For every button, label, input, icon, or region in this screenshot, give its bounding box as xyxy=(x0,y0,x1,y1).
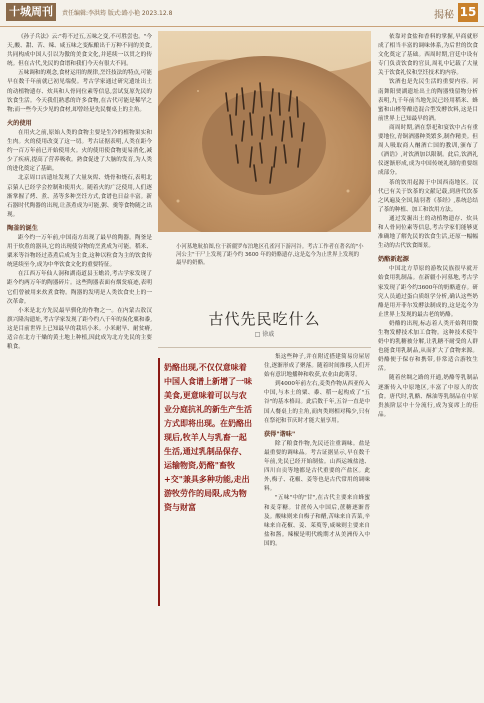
section-heading: 奶酪新起源 xyxy=(378,256,409,264)
photo-caption: 小河墓地航拍图,位于新疆罗布泊地区孔雀河下游河谷。考古工作者在著名的"小河公主"干尸上发现了距今约 3600 年的奶酪遗存,这是迄今为止世界上发现的最早的奶酪。 xyxy=(176,244,364,266)
article-author: □ 徐戚 xyxy=(254,331,275,338)
body-paragraph: 小米是北方先民最早驯化的作物之一。在内蒙古敖汉旗兴隆沟遗址,考古学家发现了距今约八千年的炭化粟和黍,这是目前世界上已知最早的栽培小米。小米耐旱、耐贫瘠,适合在北方干燥的黄土地上种植,因此成为北方先民的主要粮食。 xyxy=(7,307,152,351)
section-heading: 火的使用 xyxy=(7,119,32,127)
body-paragraph: 距今约一万年前,中国南方出现了最早的陶器。陶釜是用于炊煮的器具,它的出现使谷物的烹煮成为可能。稻米、粟米等谷物经过蒸煮后成为主食,这种以粒食为主的饮食传统延续至今,成为中华饮食文化的重要特征。 xyxy=(7,234,152,269)
page-number: 15 xyxy=(458,3,478,22)
body-paragraph: 饮酒也是先民生活的重要内容。河南舞阳贾湖遗址出土的陶器残留物分析表明,九千年前当地先民已经用稻米、蜂蜜和山楂等酿造混合型发酵饮料,这是目前世界上已知最早的酒。 xyxy=(378,79,478,122)
article-column-middle xyxy=(264,353,370,697)
masthead: 十城周刊 xyxy=(6,3,56,21)
article-title: 古代先民吃什么 xyxy=(208,310,321,328)
desert-cemetery-illustration xyxy=(158,31,371,232)
body-paragraph: 五味调和的观念,食材运用的规律,烹饪技法的特点,可能早在数千年前就已初见端倪。考古学家通过研究遗址出土的动植物遗存、炊具和人骨同位素等信息,尝试复原先民的饮食生活。今天我们熟悉的许多食物,在古代可能是稀罕之物;而一些今天少见的食材,却曾经是先民餐桌上的主角。 xyxy=(7,70,152,113)
title-divider xyxy=(158,347,371,348)
body-paragraph: 中国北方草原的游牧民族很早就开始食用乳制品。在新疆小河墓地,考古学家发现了距今约3600年的奶酪遗存。研究人员通过蛋白质组学分析,确认这些奶酪是用开菲尔发酵法制成的,这是迄今为止世界上发现的最古老的奶酪。 xyxy=(378,266,478,318)
body-paragraph: 在江西万年仙人洞和湖南道县玉蟾岩,考古学家发现了距今约两万年的陶器碎片。这些陶器表面有烟炱痕迹,表明它们曾被用来炊煮食物。陶器的发明是人类饮食史上的一次革命。 xyxy=(7,271,152,305)
body-paragraph: 《孙子兵法》云:"将不过五,五味之变,不可胜尝也。"今天,酸、甜、苦、辣、咸五味之变酝酿出千万种不同的美食,共同构成中国人引以为傲的美食文化,并延续一以贯之的传统。但在古代,先民的食谱和我们今天有很大不同。 xyxy=(7,34,152,68)
article-column-left xyxy=(7,33,152,697)
body-paragraph: 通过发掘出土的动植物遗存、炊具和人骨同位素等信息,考古学家们能够更准确地了解先民的饮食生活,还原一幅幅生动的古代饮食图景。 xyxy=(378,215,478,250)
pull-quote-bar xyxy=(158,358,160,606)
body-paragraph: 北京周口店遗址发现了大量灰烬、烧骨和烧石,表明北京猿人已经学会控制和使用火。随着火的广泛使用,人们逐渐掌握了烤、煮、蒸等多种烹饪方式,食谱也日益丰富。新石器时代陶器的出现,让蒸煮成为可能,粥、羹等食物随之出现。 xyxy=(7,175,152,218)
body-paragraph: 集这些种子,并在附近搭建简易房屋居住,逐渐形成了聚落。随着时间推移,人们开始有意识地播种和收获,农业由此萌芽。 xyxy=(264,354,370,379)
section-heading: 陶釜的诞生 xyxy=(7,224,38,232)
body-paragraph: 依靠对食盐和香料的掌握,早商就形成了相当丰富的调味体系,为后世的饮食文化奠定了基础。西周时期,宫廷中设有专门负责饮食的官员,周礼中记载了大量关于饮食礼仪和烹饪技术的内容。 xyxy=(378,34,478,77)
page-header xyxy=(0,0,484,27)
article-column-right xyxy=(378,33,478,697)
body-paragraph: 除了粮食作物,先民还注重调味。盐是最重要的调味品。考古证据显示,早在数千年前,先民已经开始制盐。山西运城盐池、四川自贡等地都是古代重要的产盐区。此外,梅子、花椒、姜等也是古代常用的调味料。 xyxy=(264,440,370,493)
editor-credits: 责任编辑:李洪筠 版式:路小艳 2023.12.8 xyxy=(62,10,173,17)
body-paragraph: "五味"中的"甘",在古代主要来自蜂蜜和麦芽糖。甘蔗传入中国后,蔗糖逐渐普及。酸味则来自梅子和醋,苦味来自苦菜,辛味来自花椒、姜、茱萸等,咸味则主要来自盐和酱。辣椒是明代晚期才从美洲传入中国的。 xyxy=(264,495,370,547)
body-paragraph: 随着丝绸之路的开通,奶酪等乳制品逐渐传入中原地区,丰富了中原人的饮食。唐代时,乳酪、酥油等乳制品在中原贵族阶层中十分流行,成为宴席上的佳品。 xyxy=(378,375,478,418)
cemetery-aerial-photo xyxy=(158,31,371,232)
body-paragraph: 茶的饮用起源于中国西南地区。汉代已有关于饮茶的文献记载,到唐代饮茶之风遍及全国,陆羽著《茶经》,系统总结了茶的种植、加工和饮用方法。 xyxy=(378,179,478,213)
body-paragraph: 商周时期,酒在祭祀和宴饮中占有重要地位,青铜酒器种类繁多,制作精美。但周人吸取商人酗酒亡国的教训,颁布了《酒诰》,对饮酒加以限制。此后,饮酒礼仪逐渐形成,成为中国传统礼制的重要组成部分。 xyxy=(378,124,478,177)
section-name: 揭秘 xyxy=(434,10,454,21)
body-paragraph: 在用火之前,原始人类的食物主要是生冷的植物果实和生肉。火的使用改变了这一切。考古证据表明,人类在距今约一百万年前已开始使用火。火的使用使食物更易消化,减少了疾病,提高了营养吸收。熟食促进了大脑的发育,为人类的进化奠定了基础。 xyxy=(7,129,152,173)
body-paragraph: 奶酪的出现,标志着人类开始利用微生物发酵技术加工食物。这种技术使牛奶中的乳糖被分解,让乳糖不耐受的人群也能食用乳制品,从而扩大了食物来源。奶酪便于保存和携带,非常适合游牧生活。 xyxy=(378,320,478,373)
section-heading: 获得"谐味" xyxy=(264,430,296,438)
pull-quote: 奶酪出现,不仅仅意味着中国人食谱上新增了一味美食,更意味着可以与农业分庭抗礼的新生产生活方式即将出现。在奶酪出现后,牧羊人与乳畜一起生活,通过乳制品保存、运输物资,奶酪"畜牧+交"兼具多种功能,走出游牧劳作的局限,成为物资与财富 xyxy=(164,362,252,512)
body-paragraph: 到4000年前左右,麦类作物从西亚传入中国,与本土的粟、黍、稻一起构成了"五谷"的基本格局。此后数千年,五谷一直是中国人餐桌上的主角,而肉类则相对稀少,只有在祭祀和节庆时才能大量享用。 xyxy=(264,381,370,424)
